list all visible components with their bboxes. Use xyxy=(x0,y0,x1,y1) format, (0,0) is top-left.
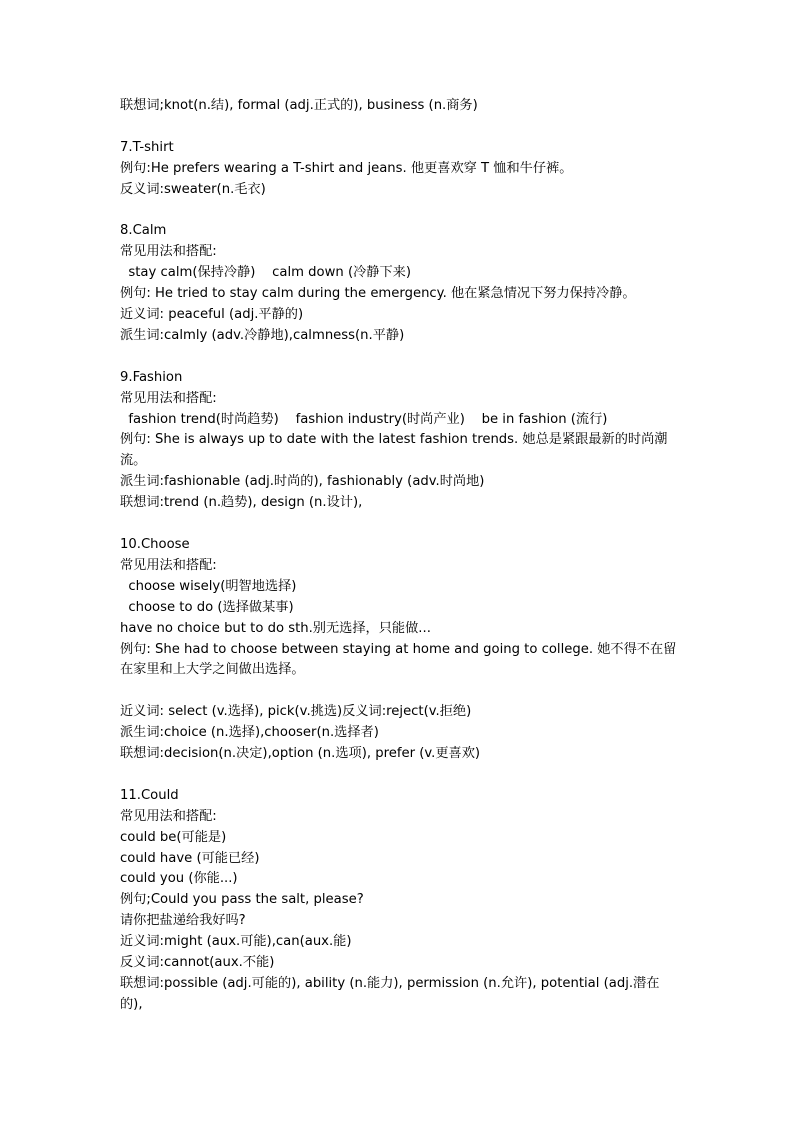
spacer xyxy=(120,347,680,368)
collocations: stay calm(保持冷静) calm down (冷静下来) xyxy=(120,265,411,281)
usage-label: 常见用法和搭配: xyxy=(120,390,217,406)
derivatives: 派生词:calmly (adv.冷静地),calmness(n.平静) xyxy=(120,327,405,343)
usage-label: 常见用法和搭配: xyxy=(120,808,217,824)
entry-choose xyxy=(120,535,680,765)
spacer xyxy=(120,765,680,786)
derivatives: 派生词:choice (n.选择),chooser(n.选择者) xyxy=(120,725,379,741)
antonym: 反义词:sweater(n.毛衣) xyxy=(120,181,266,197)
collocation: choose to do (选择做某事) xyxy=(120,599,294,615)
phrase: have no choice but to do sth.别无选择，只能做... xyxy=(120,620,431,636)
collocation: choose wisely(明智地选择) xyxy=(120,578,297,594)
entry-heading: 9.Fashion xyxy=(120,369,183,385)
usage-label: 常见用法和搭配: xyxy=(120,557,217,573)
synonym: 近义词: peaceful (adj.平静的) xyxy=(120,307,304,323)
synonym: 近义词:might (aux.可能),can(aux.能) xyxy=(120,934,352,950)
example-sentence: 例句;Could you pass the salt, please? xyxy=(120,892,364,908)
entry-heading: 11.Could xyxy=(120,787,179,803)
associated-words: 联想词:decision(n.决定),option (n.选项), prefer (v.更喜欢) xyxy=(120,746,481,762)
spacer xyxy=(120,514,680,535)
entry-heading: 10.Choose xyxy=(120,536,190,552)
spacer xyxy=(120,201,680,222)
usage-label: 常见用法和搭配: xyxy=(120,244,217,260)
entry-calm xyxy=(120,221,680,346)
example-sentence: 例句: He tried to stay calm during the emergency. 他在紧急情况下努力保持冷静。 xyxy=(120,286,636,302)
example-translation: 请你把盐递给我好吗? xyxy=(120,913,246,929)
document-page xyxy=(120,96,680,1016)
antonym: 反义词:cannot(aux.不能) xyxy=(120,955,275,971)
example-sentence: 例句: She is always up to date with the latest fashion trends. 她总是紧跟最新的时尚潮流。 xyxy=(120,432,668,469)
intro-associated-words: 联想词;knot(n.结), formal (adj.正式的), business (n.商务) xyxy=(120,98,478,113)
spacer xyxy=(120,117,680,138)
entry-could xyxy=(120,786,680,1016)
associated-words: 联想词:possible (adj.可能的), ability (n.能力), permission (n.允许), potential (adj.潜在的), xyxy=(120,975,660,1012)
entry-heading: 7.T-shirt xyxy=(120,139,174,155)
blank-line xyxy=(120,681,680,702)
entry-tshirt xyxy=(120,138,680,201)
associated-words: 联想词:trend (n.趋势), design (n.设计), xyxy=(120,495,363,511)
derivatives: 派生词:fashionable (adj.时尚的), fashionably (adv.时尚地) xyxy=(120,474,485,490)
synonym-antonym: 近义词: select (v.选择), pick(v.挑选)反义词:reject(v.拒绝) xyxy=(120,704,472,720)
collocation: could have (可能已经) xyxy=(120,850,260,866)
collocation: could you (你能...) xyxy=(120,871,238,887)
entry-heading: 8.Calm xyxy=(120,223,167,239)
entry-fashion xyxy=(120,368,680,514)
example-sentence: 例句:He prefers wearing a T-shirt and jeans. 他更喜欢穿 T 恤和牛仔裤。 xyxy=(120,160,573,176)
example-sentence: 例句: She had to choose between staying at home and going to college. 她不得不在留在家里和上大学之间做出选择。 xyxy=(120,641,677,678)
collocation: could be(可能是) xyxy=(120,829,227,845)
collocations: fashion trend(时尚趋势) fashion industry(时尚产业) be in fashion (流行) xyxy=(120,411,608,427)
